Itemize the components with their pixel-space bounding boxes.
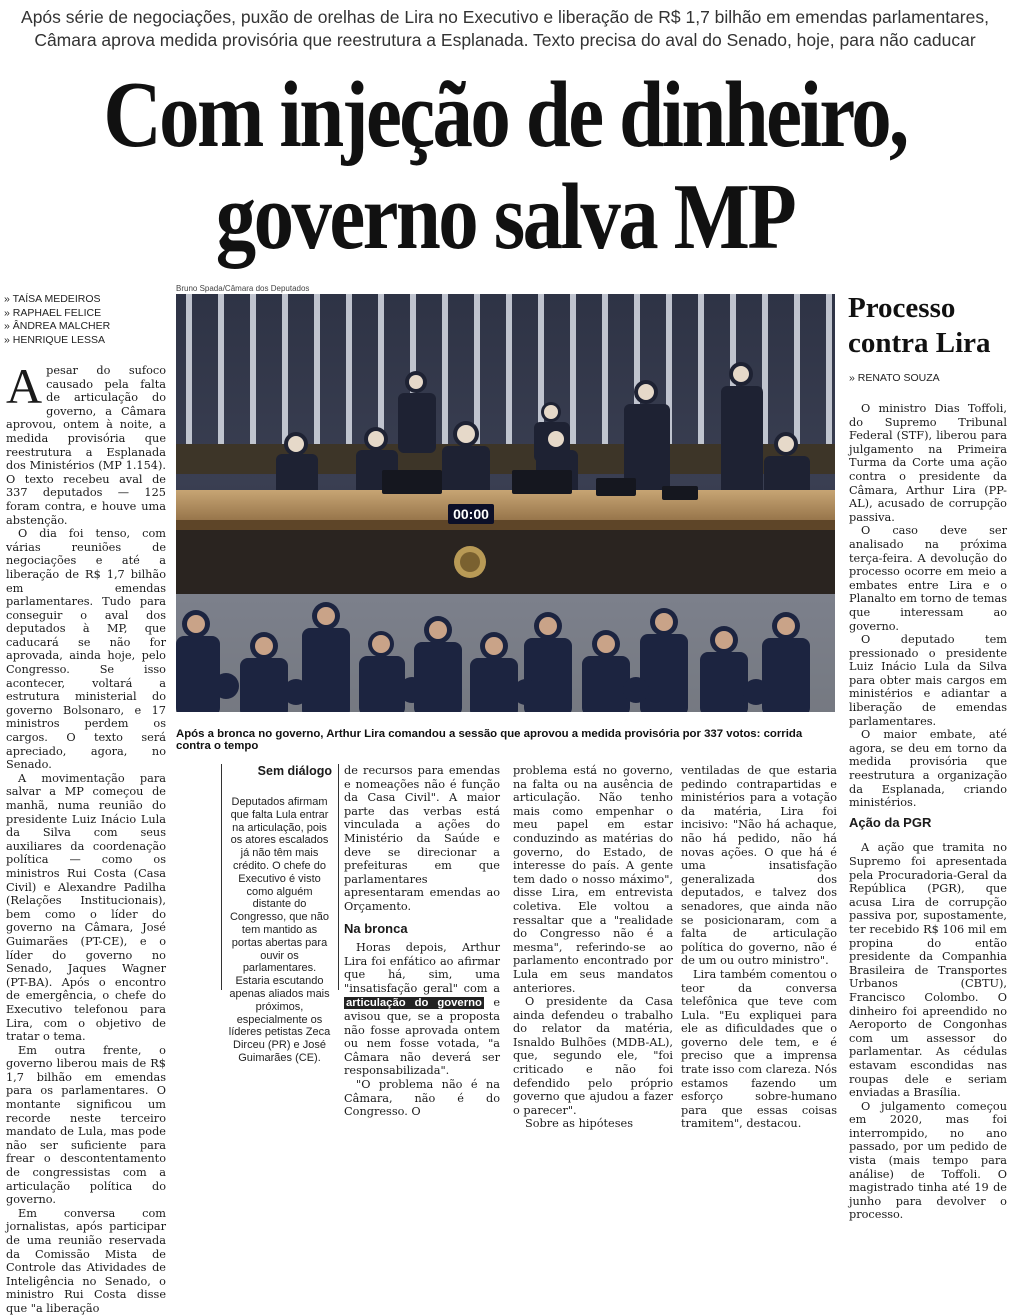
article-paragraph: O deputado tem pressionado o presidente Luiz Inácio Lula da Silva para obter mais cargos em ministérios e adiantar a liberação de emendas parlamentares. bbox=[849, 633, 1007, 728]
drop-cap: A bbox=[6, 358, 43, 414]
article-paragraph: O presidente da Casa ainda defendeu o trabalho do relator da matéria, Isnaldo Bulhões (MDB-AL), que, segundo ele, "foi criticado e não foi defendido pelo próprio governo que ajudou a fazer o parecer". bbox=[513, 995, 673, 1117]
highlighted-phrase: articulação do governo bbox=[346, 996, 482, 1009]
article-paragraph: A movimentação para salvar a MP começou de manhã, numa reunião do presidente Luiz Inácio Lula da Silva com seus auxiliares da coordenação política — como os ministros Rui Costa (Casa Civil) e Alexandre Padilha (Relações Institucionais), bem como o líder do governo na Câmara, José Guimarães (PT-CE), e o líder do governo no Senado, Jaques Wagner (PT-BA). Após o encontro de emergência, o chefe do Executivo telefonou para Lira, com o objetivo de tratar o tema. bbox=[6, 771, 166, 1044]
article-paragraph: Em conversa com jornalistas, após participar de uma reunião reservada da Comissão Mista de Controle das Atividades de Inteligência no Senado, o ministro Rui Costa disse que "a liberação bbox=[6, 1206, 166, 1315]
author: » HENRIQUE LESSA bbox=[4, 334, 110, 348]
session-timer: 00:00 bbox=[453, 506, 489, 522]
article-paragraph: Em outra frente, o governo liberou mais de R$ 1,7 bilhão em emendas para os parlamentares. O montante significou um recorde neste terceiro mandato de Lula, mas pode não ser suficiente para frear o descontentamento de congressistas com a articulação política do governo. bbox=[6, 1043, 166, 1207]
plenary-photo bbox=[176, 294, 835, 712]
lead-paragraph: Apesar do sufoco causado pela falta de articulação do governo, a Câmara aprovou, ontem à noite, a medida provisória que reestrutura a Esplanada dos Ministérios (MP 1.154). O texto recebeu aval de 337 deputados — 125 foram contra, e houve uma abstenção. bbox=[6, 358, 166, 527]
sidebar-body: Deputados afirmam que falta Lula entrar na articulação, pois os atores escalados já não têm mais crédito. O chefe do Executivo é visto como alguém distante do Congresso, que não tem mantido as portas abertas para ouvir os parlamentares. Estaria escutando apenas aliados mais próximos, especialmente os líderes petistas Zeca Dirceu (PR) e José Guimarães (CE). bbox=[228, 796, 331, 1064]
sidebox-divider bbox=[338, 764, 339, 990]
subhead-na-bronca: Na bronca bbox=[344, 920, 408, 936]
kicker-line-2: Câmara aprova medida provisória que reestrutura a Esplanada. Texto precisa do aval do Senado, hoje, para não caducar bbox=[34, 30, 976, 50]
sidebar-title: Sem diálogo bbox=[257, 764, 332, 778]
kicker bbox=[0, 6, 1010, 52]
author: » TAÍSA MEDEIROS bbox=[4, 293, 110, 307]
article-column-4 bbox=[681, 764, 837, 1131]
side-article-byline: » RENATO SOUZA bbox=[849, 372, 940, 384]
headline-line-1: Com injeção de dinheiro, bbox=[103, 63, 907, 167]
headline bbox=[71, 64, 940, 268]
article-column-1 bbox=[6, 358, 166, 1316]
article-paragraph: O dia foi tenso, com várias reuniões de negociações e até a liberação de R$ 1,7 bilhão em emendas parlamentares. Tudo para conseguir o aval dos deputados à MP, que caducará se não for aprovada, ainda hoje, pelo Congresso. Se isso acontecer, voltará a estrutura ministerial do governo Bolsonaro, e 17 ministros perdem os cargos. O texto será apreciado, agora, no Senado. bbox=[6, 527, 166, 772]
article-paragraph: A ação que tramita no Supremo foi apresentada pela Procuradoria-Geral da República (PGR), que acusa Lira de corrupção passiva por, supostamente, ter recebido R$ 106 mil em propina do então presidente da Companhia Brasileira de Transportes Urbanos (CBTU), Francisco Colombo. O dinheiro foi apreendido no Aeroporto de Congonhas com um assessor do parlamentar. As cédulas estavam escondidas nas roupas dele e seriam enviadas a Brasília. bbox=[849, 841, 1007, 1100]
byline bbox=[4, 293, 110, 347]
kicker-line-1: Após série de negociações, puxão de orelhas de Lira no Executivo e liberação de R$ 1,7 bilhão em emendas parlamentares, bbox=[21, 7, 989, 27]
photo-caption: Após a bronca no governo, Arthur Lira comandou a sessão que aprovou a medida provisória por 337 votos: corrida contra o tempo bbox=[176, 728, 803, 752]
article-column-3 bbox=[513, 764, 673, 1131]
article-column-2 bbox=[344, 764, 500, 1119]
headline-line-2: governo salva MP bbox=[215, 165, 795, 269]
side-article-title: Processo contra Lira bbox=[848, 292, 991, 359]
plenary-photo-illustration bbox=[176, 294, 835, 712]
article-paragraph: O maior embate, até agora, se deu em torno da medida provisória que reestrutura a organização da Esplanada, criando ministérios. bbox=[849, 728, 1007, 810]
article-paragraph: O ministro Dias Toffoli, do Supremo Tribunal Federal (STF), liberou para julgamento na Primeira Turma da Corte uma ação contra o presidente da Câmara, Arthur Lira (PP-AL), acusado de corrupção passiva. bbox=[849, 402, 1007, 524]
article-paragraph: O caso deve ser analisado na próxima terça-feira. A devolução do processo ocorre em meio a embates entre Lira e o Planalto em torno de temas que interessam ao governo. bbox=[849, 524, 1007, 633]
side-article-body bbox=[849, 402, 1007, 1222]
article-paragraph: Lira também comentou o teor da conversa telefônica que teve com Lula. "Eu expliquei para ele as dificuldades que o governo dele tem, e é preciso que a imprensa trate isso com clareza. Nós estamos fazendo um esforço sobre-humano para que essas coisas tramitem", destacou. bbox=[681, 967, 837, 1131]
article-paragraph: ventiladas de que estaria pedindo contrapartidas e ministérios para a votação da matéria, Lira foi incisivo: "Não há achaque, não há pedido, não há novas ações. O que há é uma insatisfação generalizada dos deputados, e talvez dos senadores, que ainda não se posicionaram, com a falta de articulação política do governo, não é de um ou outro ministro". bbox=[681, 764, 837, 968]
author: » ÂNDREA MALCHER bbox=[4, 320, 110, 334]
article-paragraph: problema está no governo, na falta ou na ausência de articulação. Não tenho mais como empenhar o meu papel em estar conduzindo as matérias do governo, do Estado, de interesse do país. A gente tem dado o nosso máximo", disse Lira, em entrevista coletiva. Ele voltou a ressaltar que a "realidade do Congresso não é a mesma", referindo-se ao parlamento encontrado por Lula em seus mandatos anteriores. bbox=[513, 764, 673, 995]
author: » RAPHAEL FELICE bbox=[4, 307, 110, 321]
article-paragraph: Sobre as hipóteses bbox=[525, 1117, 633, 1131]
sidebox-divider bbox=[221, 764, 222, 990]
photo-credit: Bruno Spada/Câmara dos Deputados bbox=[176, 284, 310, 293]
article-paragraph: Horas depois, Arthur Lira foi enfático ao afirmar que há, sim, uma "insatisfação geral" com a articulação do governo e avisou que, se a proposta não fosse aprovada ontem ou nem fosse votada, "a Câmara não deverá ser responsabilizada". bbox=[344, 941, 501, 1078]
article-paragraph: O julgamento começou em 2020, mas foi interrompido, no ano passado, por um pedido de vista (mais tempo para análise) de Toffoli. O magistrado tinha até 19 de junho para devolver o processo. bbox=[849, 1099, 1007, 1222]
article-paragraph: "O problema não é na Câmara, não é do Congresso. O bbox=[344, 1078, 500, 1119]
subhead-acao-pgr: Ação da PGR bbox=[849, 814, 932, 830]
sidebar-box bbox=[227, 764, 332, 1065]
article-paragraph: de recursos para emendas e nomeações não é função da Casa Civil". A maior parte das verbas está vinculada a ações do Ministério da Saúde e deve se direcionar a prefeituras em que parlamentares apresentaram emendas ao Orçamento. bbox=[344, 764, 500, 913]
